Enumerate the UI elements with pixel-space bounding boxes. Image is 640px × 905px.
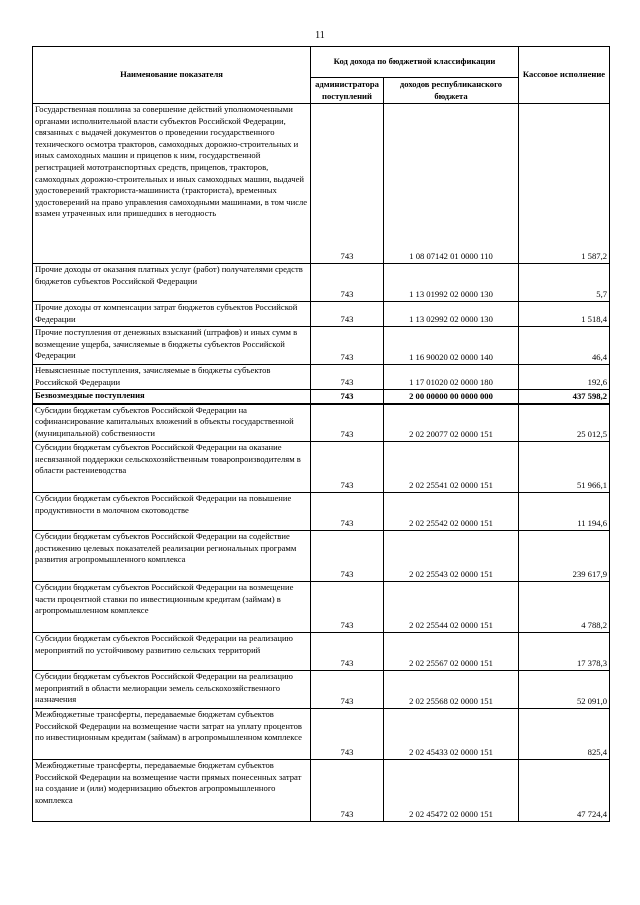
column-header-admin: администратора поступлений [311,78,384,104]
row-name-cell: Субсидии бюджетам субъектов Российской Федерации на софинансирование капитальных вложений в объекты государственной (муниципальной) собственности [33,404,311,442]
row-name-cell: Прочие доходы от оказания платных услуг (работ) получателями средств бюджетов субъектов Российской Федерации [33,264,311,302]
row-income-code-cell: 2 02 45433 02 0000 151 [384,709,519,760]
table-row [33,327,610,365]
table-row [33,760,610,822]
row-income-code-cell: 1 16 90020 02 0000 140 [384,327,519,365]
row-name-cell: Субсидии бюджетам субъектов Российской Федерации на оказание несвязанной поддержки сельскохозяйственным товаропроизводителям в области растениеводства [33,442,311,493]
row-name-cell: Субсидии бюджетам субъектов Российской Федерации на реализацию мероприятий по устойчивому развитию сельских территорий [33,633,311,671]
row-amount-cell: 825,4 [519,709,610,760]
row-admin-code-cell: 743 [311,302,384,327]
table-row [33,104,610,264]
row-admin-code-cell: 743 [311,582,384,633]
budget-execution-table [32,46,610,822]
table-row [33,531,610,582]
row-income-code-cell: 2 02 25543 02 0000 151 [384,531,519,582]
row-income-code-cell: 2 00 00000 00 0000 000 [384,390,519,404]
row-name-cell: Безвозмездные поступления [33,390,311,404]
row-admin-code-cell: 743 [311,493,384,531]
table-row [33,582,610,633]
row-amount-cell: 52 091,0 [519,671,610,709]
row-income-code-cell: 1 17 01020 02 0000 180 [384,365,519,390]
row-name-cell: Невыясненные поступления, зачисляемые в бюджеты субъектов Российской Федерации [33,365,311,390]
row-amount-cell: 239 617,9 [519,531,610,582]
row-admin-code-cell: 743 [311,327,384,365]
table-row [33,390,610,404]
row-name-cell: Государственная пошлина за совершение действий уполномоченными органами исполнительной власти субъектов Российской Федерации, связанных с выдачей документов о проведении государственного технического осмотра тракторов, самоходных дорожно-строительных и иных самоходных машин и прицепов к ним, государственной регистрацией мототранспортных средств, прицепов, тракторов, самоходных дорожно-строительных и иных самоходных машин, выдачей удостоверений тракториста-машиниста (тракториста), временных удостоверений на право управления самоходными машинами, в том числе взамен утраченных или пришедших в негодность [33,104,311,264]
row-amount-cell: 4 788,2 [519,582,610,633]
table-row [33,633,610,671]
row-admin-code-cell: 743 [311,709,384,760]
row-amount-cell: 47 724,4 [519,760,610,822]
row-admin-code-cell: 743 [311,404,384,442]
row-amount-cell: 1 518,4 [519,302,610,327]
row-amount-cell: 1 587,2 [519,104,610,264]
row-name-cell: Прочие доходы от компенсации затрат бюджетов субъектов Российской Федерации [33,302,311,327]
table-body [33,104,610,822]
row-amount-cell: 25 012,5 [519,404,610,442]
row-admin-code-cell: 743 [311,671,384,709]
column-header-name: Наименование показателя [33,47,311,104]
table-row [33,404,610,442]
table-row [33,671,610,709]
row-income-code-cell: 2 02 25567 02 0000 151 [384,633,519,671]
row-amount-cell: 192,6 [519,365,610,390]
row-admin-code-cell: 743 [311,633,384,671]
row-admin-code-cell: 743 [311,264,384,302]
row-income-code-cell: 2 02 25544 02 0000 151 [384,582,519,633]
column-header-execution: Кассовое исполнение [519,47,610,104]
row-name-cell: Субсидии бюджетам субъектов Российской Федерации на повышение продуктивности в молочном скотоводстве [33,493,311,531]
row-income-code-cell: 1 08 07142 01 0000 110 [384,104,519,264]
row-admin-code-cell: 743 [311,531,384,582]
row-name-cell: Субсидии бюджетам субъектов Российской Федерации на содействие достижению целевых показателей реализации региональных программ развития агропромышленного комплекса [33,531,311,582]
row-amount-cell: 17 378,3 [519,633,610,671]
table-row [33,264,610,302]
row-name-cell: Субсидии бюджетам субъектов Российской Федерации на реализацию мероприятий в области мелиорации земель сельскохозяйственного назначения [33,671,311,709]
row-admin-code-cell: 743 [311,390,384,404]
row-name-cell: Субсидии бюджетам субъектов Российской Федерации на возмещение части процентной ставки по инвестиционным кредитам (займам) в агропромышленном комплексе [33,582,311,633]
row-amount-cell: 5,7 [519,264,610,302]
row-income-code-cell: 2 02 45472 02 0000 151 [384,760,519,822]
page-number: 11 [315,30,325,41]
row-amount-cell: 51 966,1 [519,442,610,493]
row-income-code-cell: 2 02 25541 02 0000 151 [384,442,519,493]
column-header-code-group: Код дохода по бюджетной классификации [311,47,519,78]
table-row [33,442,610,493]
row-amount-cell: 46,4 [519,327,610,365]
row-amount-cell: 11 194,6 [519,493,610,531]
row-income-code-cell: 1 13 02992 02 0000 130 [384,302,519,327]
row-name-cell: Прочие поступления от денежных взысканий (штрафов) и иных сумм в возмещение ущерба, зачисляемые в бюджеты субъектов Российской Федерации [33,327,311,365]
table-row [33,493,610,531]
table-row [33,365,610,390]
row-admin-code-cell: 743 [311,104,384,264]
row-admin-code-cell: 743 [311,365,384,390]
row-income-code-cell: 1 13 01992 02 0000 130 [384,264,519,302]
row-amount-cell: 437 598,2 [519,390,610,404]
column-header-income-code: доходов республиканского бюджета [384,78,519,104]
row-name-cell: Межбюджетные трансферты, передаваемые бюджетам субъектов Российской Федерации на возмещение части прямых понесенных затрат на создание и (или) модернизацию объектов агропромышленного комплекса [33,760,311,822]
row-income-code-cell: 2 02 20077 02 0000 151 [384,404,519,442]
row-admin-code-cell: 743 [311,442,384,493]
row-name-cell: Межбюджетные трансферты, передаваемые бюджетам субъектов Российской Федерации на возмещение части затрат на уплату процентов по инвестиционным кредитам (займам) в агропромышленном комплексе [33,709,311,760]
table-row [33,302,610,327]
row-income-code-cell: 2 02 25542 02 0000 151 [384,493,519,531]
row-income-code-cell: 2 02 25568 02 0000 151 [384,671,519,709]
table-row [33,709,610,760]
row-admin-code-cell: 743 [311,760,384,822]
